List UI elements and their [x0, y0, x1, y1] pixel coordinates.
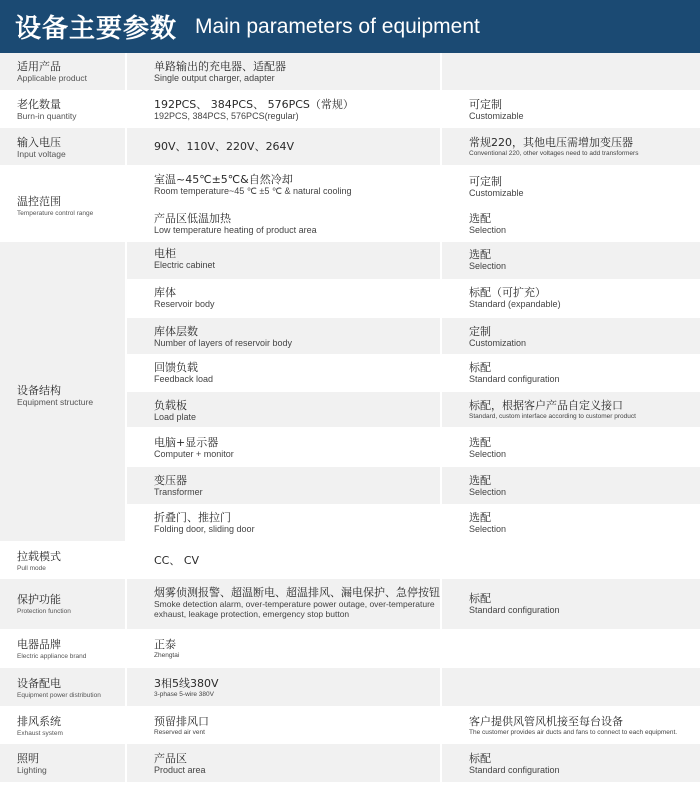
row-value-cn: 回馈负载	[154, 361, 198, 374]
row-value-en: Load plate	[154, 412, 197, 422]
row-value-en: Transformer	[154, 487, 203, 497]
row-note-en: Conventional 220, other voltages need to add transformers	[469, 150, 639, 157]
row-value-cn: 电脑+显示器	[154, 436, 219, 449]
row-value-en: 192PCS, 384PCS, 576PCS(regular)	[154, 111, 299, 121]
row-label-en: Exhaust system	[17, 730, 63, 737]
row-label-cn: 温控范围	[17, 195, 61, 208]
row-note-cn: 标配（可扩充）	[469, 286, 546, 299]
header-title-cn: 设备主要参数	[15, 14, 178, 44]
row-value-en: Low temperature heating of product area	[154, 225, 317, 235]
row-note-cn: 可定制	[469, 175, 502, 188]
table-row	[0, 708, 700, 742]
row-label-cn: 适用产品	[17, 60, 61, 73]
row-note-cn: 可定制	[469, 98, 502, 111]
row-note-cn: 选配	[469, 436, 491, 449]
row-value-cn: 产品区低温加热	[154, 212, 231, 225]
row-note-en: Customizable	[469, 111, 524, 121]
header-title-en: Main parameters of equipment	[195, 14, 480, 38]
row-value-cn: 单路输出的充电器、适配器	[154, 60, 286, 73]
row-value-cn: 库体层数	[154, 325, 198, 338]
row-note-cn: 标配	[469, 752, 491, 765]
row-label-en: Lighting	[17, 765, 47, 775]
table-row	[0, 242, 700, 541]
row-value-cn: 负载板	[154, 399, 187, 412]
row-label-cn: 排风系统	[17, 715, 61, 728]
row-label-cn: 设备结构	[17, 384, 61, 397]
row-value-cn: 库体	[154, 286, 176, 299]
row-note-cn: 客户提供风管风机接至每台设备	[469, 715, 623, 728]
row-label-cn: 保护功能	[17, 593, 61, 606]
row-value-en: Electric cabinet	[154, 260, 216, 270]
row-note-cn: 选配	[469, 474, 491, 487]
row-value-en: Computer + monitor	[154, 449, 234, 459]
row-value-cn: 产品区	[154, 752, 187, 765]
row-label-en: Equipment structure	[17, 397, 94, 407]
row-label-cn: 拉载模式	[17, 550, 61, 563]
row-label-en: Pull mode	[17, 565, 46, 572]
row-note-en: Standard configuration	[469, 605, 560, 615]
row-note-cn: 标配，根据客户产品自定义接口	[469, 399, 623, 412]
row-label-en: Applicable product	[17, 73, 87, 83]
row-note-en: Standard (expandable)	[469, 299, 561, 309]
row-label-cn: 电器品牌	[17, 638, 61, 651]
row-value-cn: 3相5线380V	[154, 677, 219, 690]
row-note-cn: 常规220，其他电压需增加变压器	[469, 136, 633, 149]
row-label-cn: 照明	[17, 752, 39, 765]
row-note-en: Standard, custom interface according to customer product	[469, 413, 636, 420]
row-note-cn: 选配	[469, 248, 491, 261]
row-note-cn: 选配	[469, 511, 491, 524]
table-row	[0, 579, 700, 629]
row-value-en: Room temperature~45 ℃ ±5 ℃ & natural cooling	[154, 186, 352, 196]
table-row	[0, 631, 700, 666]
table-row	[0, 128, 700, 165]
row-note-en: Selection	[469, 449, 507, 459]
row-note-cn: 选配	[469, 212, 491, 225]
row-label-en: Input voltage	[17, 149, 66, 159]
row-note-en: Selection	[469, 261, 507, 271]
row-note-cn: 标配	[469, 361, 491, 374]
table-row	[0, 167, 700, 240]
row-label-en: Equipment power distribution	[17, 692, 101, 699]
row-value-en: Number of layers of reservoir body	[154, 338, 293, 348]
row-value-cn: 电柜	[154, 247, 176, 260]
row-note-en: Selection	[469, 524, 507, 534]
row-value-en: Single output charger, adapter	[154, 73, 275, 83]
row-note-en: Standard configuration	[469, 374, 560, 384]
row-label-en: Protection function	[17, 608, 71, 615]
row-value-cn: 烟雾侦测报警、超温断电、超温排风、漏电保护、急停按钮	[154, 586, 440, 599]
row-note-en: Standard configuration	[469, 765, 560, 775]
row-value-cn: 192PCS、 384PCS、 576PCS（常规）	[154, 98, 354, 111]
row-value-en: Feedback load	[154, 374, 214, 384]
row-value-en: Reserved air vent	[154, 729, 205, 736]
row-label-en: Burn-in quantity	[17, 111, 77, 121]
table-row	[0, 543, 700, 577]
row-value-en: Reservoir body	[154, 299, 215, 309]
row-label-cn: 老化数量	[17, 98, 61, 111]
row-label-cn: 设备配电	[17, 677, 61, 690]
row-note-cn: 标配	[469, 592, 491, 605]
row-value-cn: 90V、110V、220V、264V	[154, 140, 295, 153]
table-row	[0, 53, 700, 90]
row-label-en: Electric appliance brand	[17, 653, 87, 660]
row-note-en: Selection	[469, 225, 507, 235]
row-value-en: Smoke detection alarm, over-temperature power outage, over-temperature exhaust, leakage protection, emergency stop button	[154, 599, 435, 619]
page-header	[0, 0, 700, 53]
table-row	[0, 92, 700, 126]
row-note-en: Selection	[469, 487, 507, 497]
row-note-en: The customer provides air ducts and fans to connect to each equipment.	[469, 729, 678, 736]
row-value-en: Zhengtai	[154, 652, 180, 659]
row-value-cn: 预留排风口	[154, 715, 209, 728]
row-value-cn: 变压器	[154, 474, 187, 487]
table-row	[0, 668, 700, 706]
row-value-en: Folding door, sliding door	[154, 524, 255, 534]
row-value-en: Product area	[154, 765, 206, 775]
row-value-en: 3-phase 5-wire 380V	[154, 691, 214, 698]
row-value-cn: CC、 CV	[154, 554, 200, 567]
row-value-cn: 折叠门、推拉门	[154, 511, 231, 524]
row-label-en: Temperature control range	[17, 210, 94, 217]
row-label-cn: 输入电压	[17, 136, 61, 149]
row-value-cn: 正泰	[154, 638, 176, 651]
row-note-cn: 定制	[469, 325, 491, 338]
row-value-cn: 室温~45℃±5℃&自然冷却	[154, 173, 293, 186]
row-note-en: Customizable	[469, 188, 524, 198]
row-note-en: Customization	[469, 338, 527, 348]
table-row	[0, 744, 700, 782]
